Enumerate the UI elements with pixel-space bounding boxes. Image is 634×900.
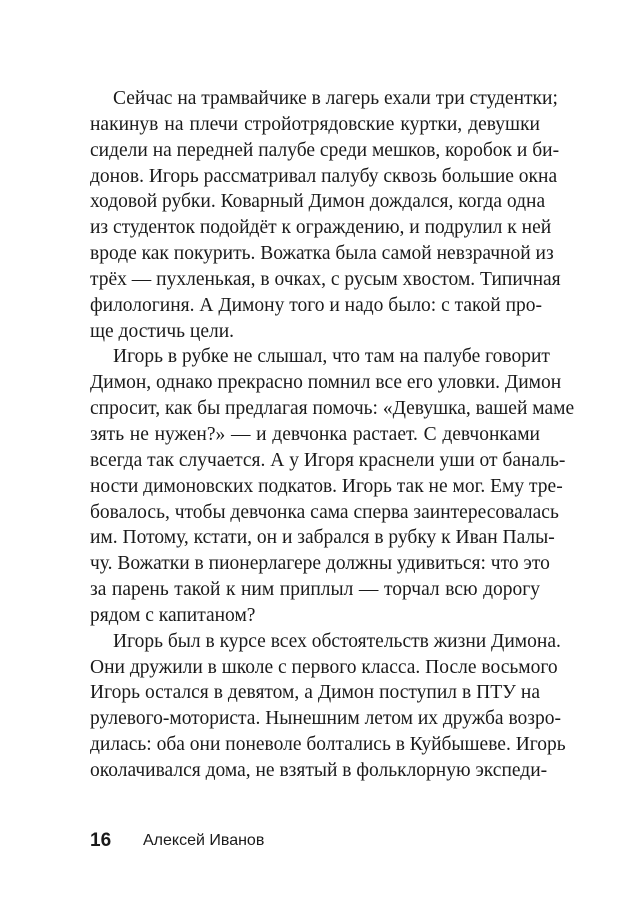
text-line: Димон, однако прекрасно помнил все его уловки. Димон [90,372,562,394]
text-line: филологиня. А Димону того и надо было: с такой про- [90,294,543,316]
paragraph [90,629,566,784]
page-number: 16 [90,830,112,851]
paragraph [90,86,561,344]
text-line: из студенток подойдёт к ограждению, и подрулил к ней [90,217,552,239]
text-line: трёх — пухленькая, в очках, с русым хвостом. Типичная [90,268,561,290]
text-line: ности димоновских подкатов. Игорь так не мог. Ему тре- [90,475,563,497]
text-line: бовалось, чтобы девчонка сама сперва заинтересовалась [90,501,559,523]
text-line: ще достичь цели. [90,320,235,342]
paragraph [90,344,575,628]
text-line: Игорь остался в девятом, а Димон поступил в ПТУ на [90,682,540,704]
text-line: Игорь был в курсе всех обстоятельств жизни Димона. [113,630,561,652]
text-line: Игорь в рубке не слышал, что там на палубе говорит [113,346,550,368]
text-line: за парень такой к ним приплыл — торчал всю дорогу [90,579,540,601]
text-line: сидели на передней палубе среди мешков, коробок и би- [90,139,560,161]
text-line: дилась: оба они поневоле болтались в Куйбышеве. Игорь [90,734,566,756]
text-line: вроде как покурить. Вожатка была самой невзрачной из [90,243,554,265]
text-line: рулевого-моториста. Нынешним летом их дружба возро- [90,708,561,730]
text-line: околачивался дома, не взятый в фольклорную экспеди- [90,759,548,781]
running-author: Алексей Иванов [143,832,265,849]
text-line: всегда так случается. А у Игоря краснели уши от баналь- [90,449,566,471]
text-line: ходовой рубки. Коварный Димон дождался, когда одна [90,191,546,213]
text-line: Они дружили в школе с первого класса. После восьмого [90,656,558,678]
text-line: зять не нужен?» — и девчонка растает. С девчонками [90,423,540,445]
text-line: Сейчас на трамвайчике в лагерь ехали три студентки; [113,88,558,109]
text-line: спросит, как бы предлагая помочь: «Девушка, вашей маме [90,398,575,420]
text-line: донов. Игорь рассматривал палубу сквозь большие окна [90,165,558,187]
body-text [90,86,575,784]
text-line: накинув на плечи стройотрядовские куртки, девушки [90,113,540,135]
text-line: им. Потому, кстати, он и забрался в рубку к Иван Палы- [90,527,555,549]
text-line: рядом с капитаном? [90,604,256,626]
text-line: чу. Вожатки в пионерлагере должны удивиться: что это [90,553,550,575]
